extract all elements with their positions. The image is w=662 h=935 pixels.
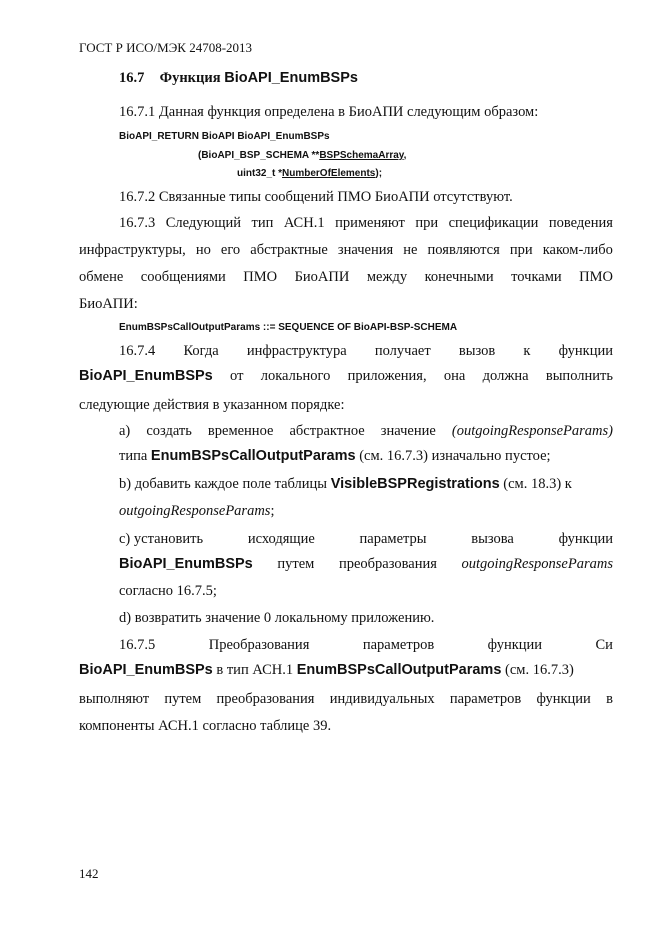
paragraph-16-7-4-line-1: 16.7.4 Когда инфраструктура получает вызов к функции <box>119 343 613 359</box>
paragraph-16-7-5-line-4: компоненты АСН.1 согласно таблице 39. <box>79 718 332 734</box>
list-item-c-line-3: согласно 16.7.5; <box>119 583 217 599</box>
running-header: ГОСТ Р ИСО/МЭК 24708-2013 <box>79 40 253 55</box>
paragraph-16-7-3-line-3: обмене сообщениями ПМО БиоАПИ между конечными точками ПМО <box>79 269 613 285</box>
list-item-d: d) возвратить значение 0 локальному приложению. <box>119 610 435 626</box>
list-item-b-line-2: outgoingResponseParams; <box>119 503 275 519</box>
page-number: 142 <box>79 866 99 881</box>
code-param-number-of-elements: NumberOfElements <box>282 168 376 179</box>
section-function-name: BioAPI_EnumBSPs <box>224 70 358 86</box>
list-item-c-line-1: c) установить исходящие параметры вызова функции <box>119 531 613 547</box>
paragraph-16-7-3-line-4: БиоАПИ: <box>79 296 138 312</box>
paragraph-16-7-4-line-3: следующие действия в указанном порядке: <box>79 397 345 413</box>
code-line-1: BioAPI_RETURN BioAPI BioAPI_EnumBSPs <box>119 131 330 142</box>
code-line-2: (BioAPI_BSP_SCHEMA **BSPSchemaArray, <box>198 150 407 161</box>
list-item-a-line-2: типа EnumBSPsCallOutputParams (см. 16.7.3) изначально пустое; <box>119 448 551 464</box>
code-line-3: uint32_t *NumberOfElements); <box>237 168 383 179</box>
table-visiblebspregistrations: VisibleBSPRegistrations <box>330 476 500 492</box>
paragraph-16-7-3-line-1: 16.7.3 Следующий тип АСН.1 применяют при спецификации поведения <box>119 215 613 231</box>
type-enumbspscalloutputparams: EnumBSPsCallOutputParams <box>150 448 356 464</box>
list-item-b-line-1: b) добавить каждое поле таблицы VisibleBSPRegistrations (см. 18.3) к <box>119 476 572 492</box>
paragraph-16-7-3-line-2: инфраструктуры, но его абстрактные значения не появляются при каком-либо <box>79 242 613 258</box>
section-number: 16.7 <box>119 70 145 86</box>
list-item-a-line-1: a) создать временное абстрактное значение (outgoingResponseParams) <box>119 423 613 439</box>
function-name-bioapi-enumbsps: BioAPI_EnumBSPs <box>79 368 213 384</box>
paragraph-16-7-5-line-3: выполняют путем преобразования индивидуальных параметров функции в <box>79 691 613 707</box>
paragraph-16-7-5-line-2: BioAPI_EnumBSPs в тип АСН.1 EnumBSPsCallOutputParams (см. 16.7.3) <box>79 662 574 678</box>
list-item-c-line-2: BioAPI_EnumBSPs путем преобразования outgoingResponseParams <box>119 556 613 572</box>
function-name-bioapi-enumbsps-2: BioAPI_EnumBSPs <box>119 556 253 572</box>
section-heading <box>119 70 358 87</box>
paragraph-16-7-1: 16.7.1 Данная функция определена в БиоАПИ следующим образом: <box>119 104 539 120</box>
paragraph-16-7-2: 16.7.2 Связанные типы сообщений ПМО БиоАПИ отсутствуют. <box>119 189 513 205</box>
paragraph-16-7-5-line-1: 16.7.5 Преобразования параметров функции Си <box>119 637 613 653</box>
section-word: Функция <box>159 70 221 86</box>
paragraph-16-7-4-line-2: BioAPI_EnumBSPs от локального приложения, она должна выполнить <box>79 368 613 384</box>
asn1-definition: EnumBSPsCallOutputParams ::= SEQUENCE OF BioAPI-BSP-SCHEMA <box>119 322 458 333</box>
function-name-bioapi-enumbsps-3: BioAPI_EnumBSPs <box>79 662 213 678</box>
code-param-bsp-schema-array: BSPSchemaArray <box>319 150 404 161</box>
type-enumbspscalloutputparams-2: EnumBSPsCallOutputParams <box>296 662 502 678</box>
